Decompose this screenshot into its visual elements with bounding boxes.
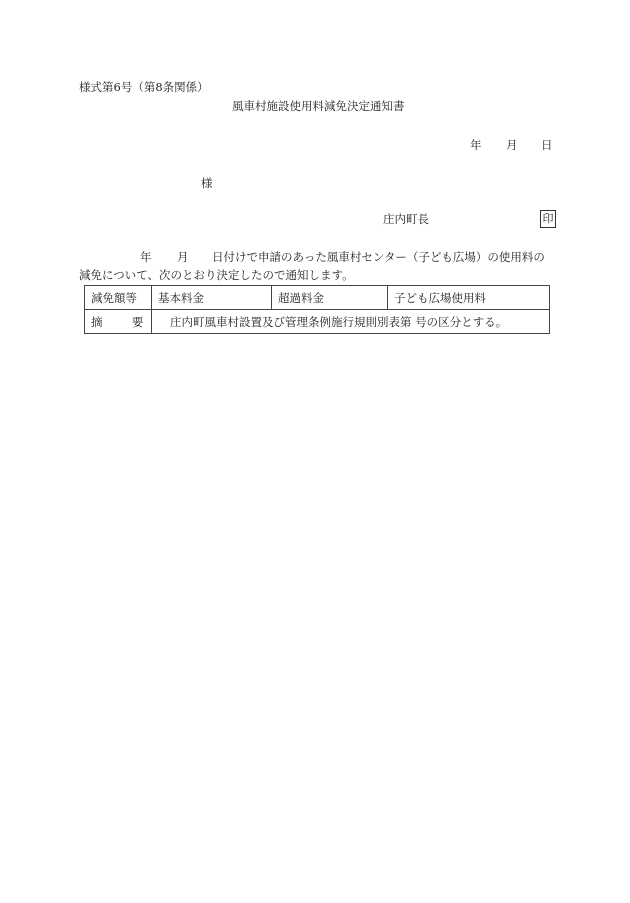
fee-reduction-table	[84, 285, 550, 334]
seal-mark: 印	[540, 210, 556, 228]
date-year-label: 年	[470, 138, 482, 152]
document-title: 風車村施設使用料減免決定通知書	[232, 99, 405, 113]
body-month-label: 月	[177, 250, 189, 264]
summary-label-b: 要	[131, 314, 144, 329]
summary-label-a: 摘	[91, 314, 103, 329]
body-line-2: 減免について、次のとおり決定したので通知します。	[79, 268, 354, 282]
cell-basic-fee: 基本料金	[152, 286, 272, 310]
date-month-label: 月	[506, 138, 518, 152]
issuer-name: 庄内町長	[383, 212, 429, 226]
form-number: 様式第6号（第8条関係）	[79, 80, 209, 94]
table-row	[85, 310, 550, 334]
cell-kids-plaza-fee: 子ども広場使用料	[388, 286, 550, 310]
cell-excess-fee: 超過料金	[272, 286, 388, 310]
table-row	[85, 286, 550, 310]
body-line-1: 日付けで申請のあった風車村センター（子ども広場）の使用料の	[212, 250, 545, 264]
addressee-suffix: 様	[201, 176, 213, 190]
body-year-label: 年	[140, 250, 152, 264]
summary-text-cell	[152, 310, 550, 334]
header-cell-summary	[85, 310, 152, 334]
header-cell-reduction: 減免額等	[85, 286, 152, 310]
summary-text-b: 号の区分とする。	[415, 314, 508, 329]
date-day-label: 日	[541, 138, 553, 152]
summary-text-a: 庄内町風車村設置及び管理条例施行規則別表第	[170, 314, 412, 329]
